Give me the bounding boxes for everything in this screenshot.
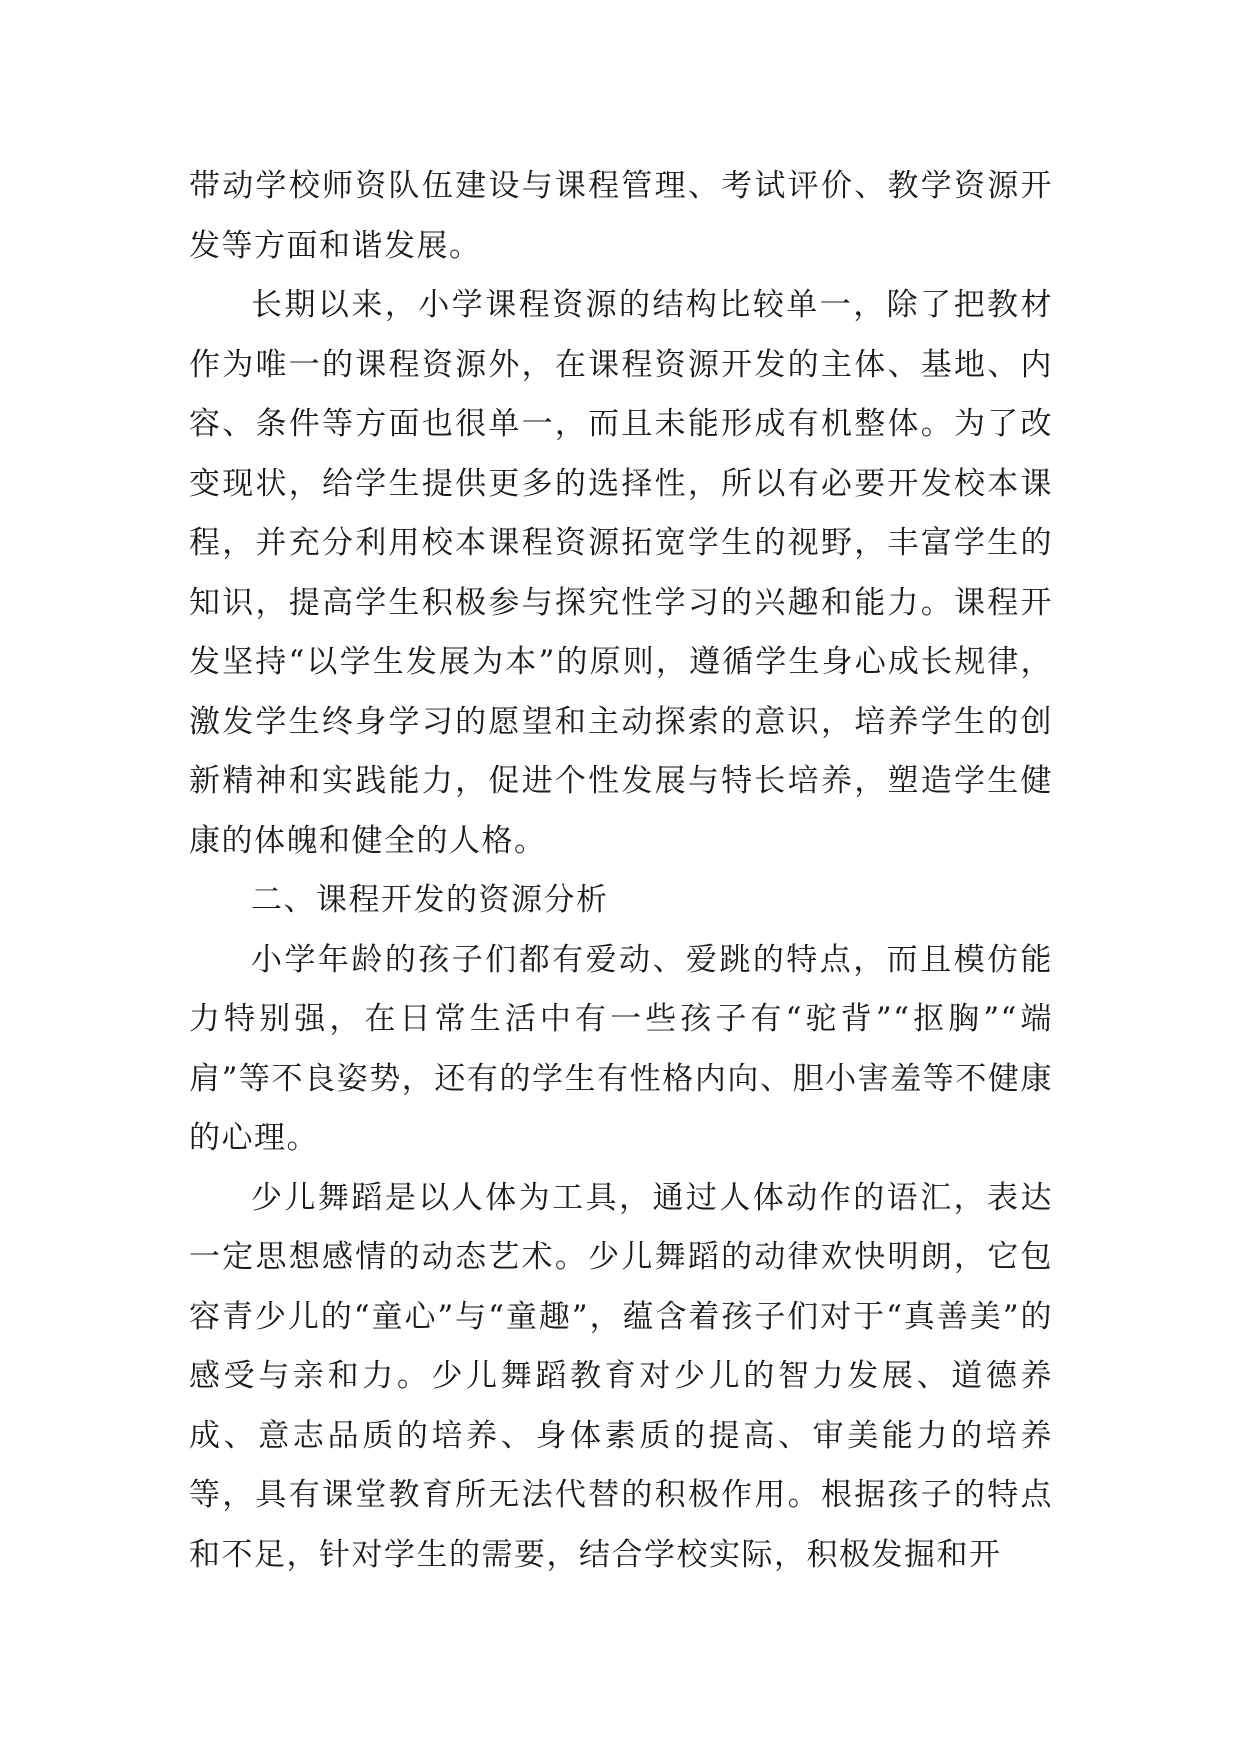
paragraph-background: 长期以来，小学课程资源的结构比较单一，除了把教材作为唯一的课程资源外，在课程资源开发的主体、基地、内容、条件等方面也很单一，而且未能形成有机整体。为了改变现状，给学生提供更多的选择性，所以有必要开发校本课程，并充分利用校本课程资源拓宽学生的视野，丰富学生的知识，提高学生积极参与探究性学习的兴趣和能力。课程开发坚持“以学生发展为本”的原则，遵循学生身心成长规律，激发学生终身学习的愿望和主动探索的意识，培养学生的创新精神和实践能力，促进个性发展与特长培养，塑造学生健康的体魄和健全的人格。 [189,287,1053,859]
paragraph-continuation: 带动学校师资队伍建设与课程管理、考试评价、教学资源开发等方面和谐发展。 [189,168,1053,264]
document-body [189,157,1053,1585]
section-heading: 二、课程开发的资源分析 [251,882,609,918]
paragraph-dance-education: 少儿舞蹈是以人体为工具，通过人体动作的语汇，表达一定思想感情的动态艺术。少儿舞蹈的动律欢快明朗，它包容青少儿的“童心”与“童趣”，蕴含着孩子们对于“真善美”的感受与亲和力。少儿舞蹈教育对少儿的智力发展、道德养成、意志品质的培养、身体素质的提高、审美能力的培养等，具有课堂教育所无法代替的积极作用。根据孩子的特点和不足，针对学生的需要，结合学校实际，积极发掘和开 [189,1179,1053,1573]
paragraph-student-traits: 小学年龄的孩子们都有爱动、爱跳的特点，而且模仿能力特别强，在日常生活中有一些孩子有“驼背”“抠胸”“端肩”等不良姿势，还有的学生有性格内向、胆小害羞等不健康的心理。 [189,941,1053,1156]
